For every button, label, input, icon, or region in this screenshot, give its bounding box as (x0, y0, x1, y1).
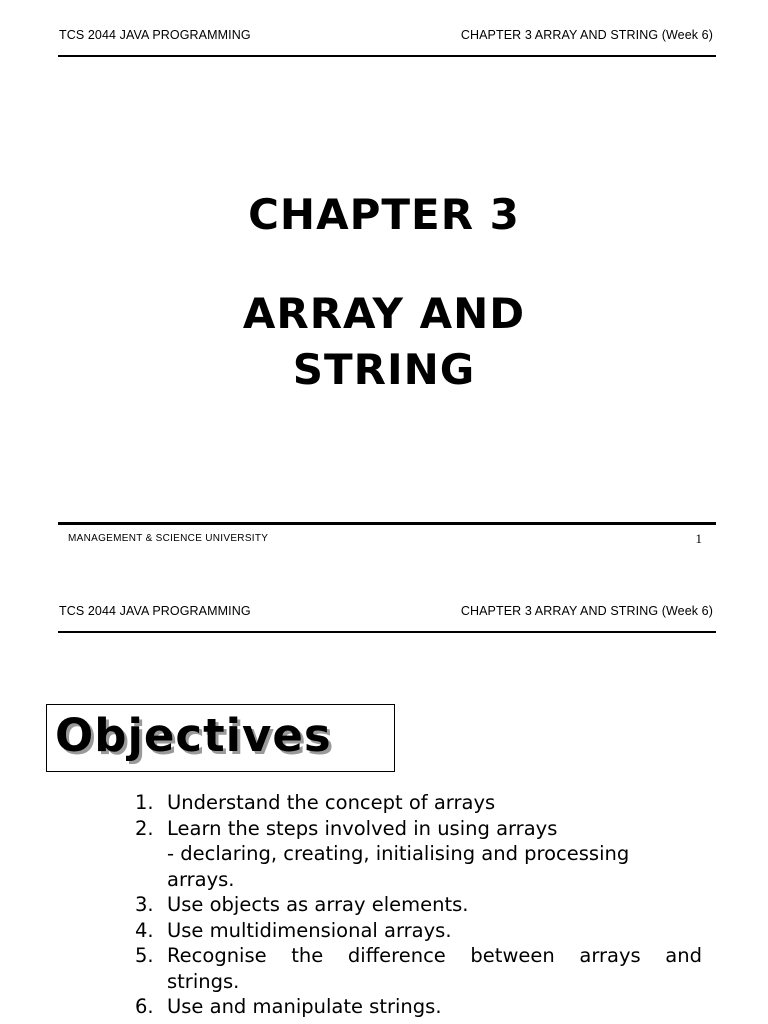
header-divider (58, 55, 716, 57)
list-item-text: Understand the concept of arrays (167, 791, 496, 814)
list-item-subtext-continued: strings. (167, 969, 240, 993)
footer-university: MANAGEMENT & SCIENCE UNIVERSITY (68, 533, 269, 544)
list-item (135, 918, 702, 944)
main-title-line-1: ARRAY AND (242, 289, 526, 338)
list-item-subtext-continued: arrays. (167, 867, 235, 891)
list-item (135, 943, 702, 994)
list-item-subtext: - declaring, creating, initialising and processing (167, 842, 630, 865)
objectives-heading: Objectives (55, 709, 332, 762)
list-item (135, 994, 702, 1020)
header-divider (58, 631, 716, 633)
header-chapter: CHAPTER 3 ARRAY AND STRING (Week 6) (460, 28, 713, 42)
page-number: 1 (695, 531, 702, 546)
list-item (135, 816, 702, 893)
chapter-title: CHAPTER 3 (248, 190, 520, 239)
objectives-heading-box (46, 704, 395, 772)
list-item-text: Recognise the difference between arrays and (167, 944, 702, 967)
main-title (0, 286, 768, 398)
objectives-list (135, 790, 702, 1020)
list-item-text: Use and manipulate strings. (167, 995, 442, 1018)
objectives-page (0, 590, 768, 1024)
list-item-text: Learn the steps involved in using arrays (167, 816, 558, 840)
footer-divider (58, 522, 716, 525)
list-item-number: 1. (135, 791, 154, 814)
list-item-number: 3. (135, 893, 154, 916)
list-item-number: 4. (135, 918, 154, 942)
main-title-line-2: STRING (292, 345, 476, 394)
list-item-text: Use objects as array elements. (167, 893, 469, 916)
header-chapter: CHAPTER 3 ARRAY AND STRING (Week 6) (460, 604, 713, 618)
list-item (135, 892, 702, 918)
list-item-body (167, 943, 702, 994)
list-item (135, 790, 702, 816)
list-item-number: 6. (135, 995, 154, 1018)
list-item-body (167, 816, 702, 893)
header-course: TCS 2044 JAVA PROGRAMMING (59, 28, 251, 42)
list-item-text: Use multidimensional arrays. (167, 918, 452, 942)
header-course: TCS 2044 JAVA PROGRAMMING (59, 604, 251, 618)
list-item-number: 5. (135, 944, 154, 967)
list-item-number: 2. (135, 816, 154, 840)
